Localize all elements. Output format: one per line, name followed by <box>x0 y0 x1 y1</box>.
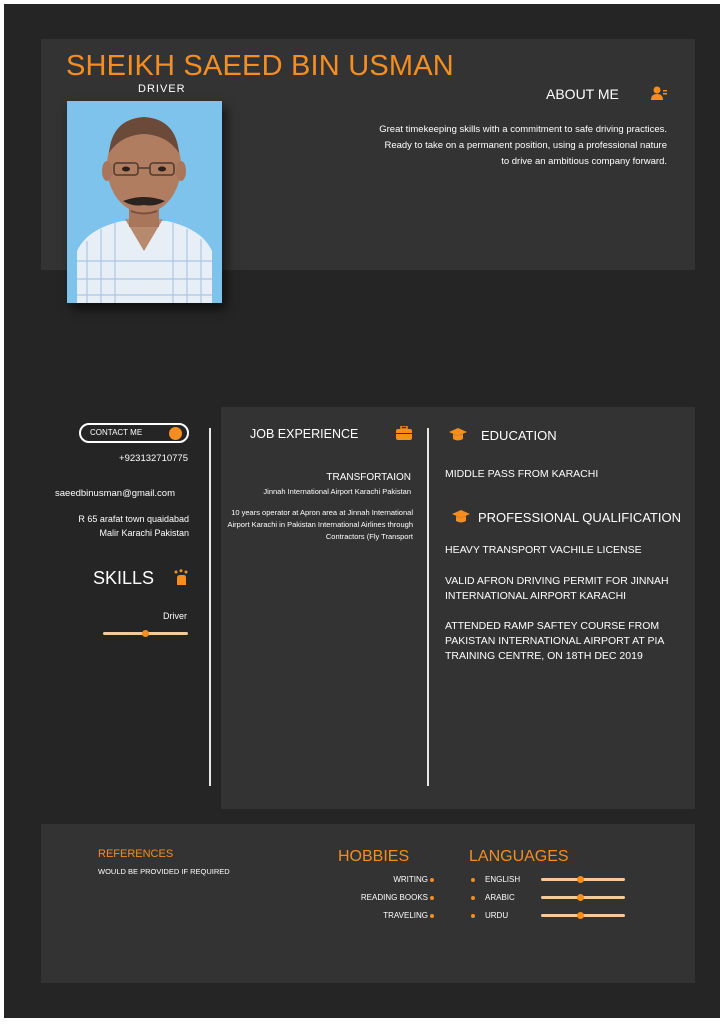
portrait-image <box>67 101 222 303</box>
language-item: ARABIC <box>485 893 515 902</box>
address-line-1: R 65 arafat town quaidabad <box>78 514 189 524</box>
skills-heading: SKILLS <box>93 568 155 588</box>
graduation-cap-icon <box>449 428 467 447</box>
hobby-bullet <box>430 878 434 882</box>
language-level-marker <box>577 894 584 901</box>
phone-number: +923132710775 <box>119 453 188 464</box>
qualification-item: HEAVY TRANSPORT VACHILE LICENSE <box>445 544 642 556</box>
about-text: Great timekeeping skills with a commitment to safe driving practices. Ready to take on a permanent position, using a professional nature to drive an ambitious company forward. <box>379 124 667 167</box>
education-text: MIDDLE PASS FROM KARACHI <box>445 468 599 480</box>
email-address: saeedbinusman@gmail.com <box>55 488 176 499</box>
divider-middle <box>427 428 429 786</box>
user-icon <box>651 86 667 105</box>
job-experience-heading: JOB EXPERIENCE <box>250 427 359 441</box>
qualification-heading: PROFESSIONAL QUALIFICATION <box>478 510 681 525</box>
profile-photo <box>67 101 222 303</box>
language-item: URDU <box>485 911 509 920</box>
hobby-item: READING BOOKS <box>360 893 428 902</box>
references-text: WOULD BE PROVIDED IF REQUIRED <box>98 867 230 876</box>
skill-label: Driver <box>163 611 187 621</box>
contact-me-badge <box>79 423 189 443</box>
hobby-item: TRAVELING <box>383 911 428 920</box>
about-heading: ABOUT ME <box>546 86 619 102</box>
education-heading: EDUCATION <box>481 428 557 443</box>
language-bullet <box>471 914 475 918</box>
language-bullet <box>471 878 475 882</box>
language-bullet <box>471 896 475 900</box>
hobby-bullet <box>430 896 434 900</box>
job-company: Jinnah International Airport Karachi Pakistan <box>263 487 411 496</box>
hobbies-heading: HOBBIES <box>338 848 410 865</box>
briefcase-icon <box>396 426 412 445</box>
language-level-marker <box>577 912 584 919</box>
language-item: ENGLISH <box>485 875 521 884</box>
job-description: 10 years operator at Apron area at Jinnah International Airport Karachi in Pakistan International Airlines through Contractors (Fly Transport <box>227 508 413 541</box>
references-heading: REFERENCES <box>98 848 174 860</box>
postal-address <box>55 512 189 540</box>
languages-heading: LANGUAGES <box>469 848 569 865</box>
language-level-marker <box>577 876 584 883</box>
qualification-item: VALID AFRON DRIVING PERMIT FOR JINNAH INTERNATIONAL AIRPORT KARACHI <box>445 575 669 602</box>
divider-left <box>209 428 211 786</box>
qualification-item: ATTENDED RAMP SAFTEY COURSE FROM PAKISTAN INTERNATIONAL AIRPORT AT PIA TRAINING CENTRE, ON 18TH DEC 2019 <box>445 620 664 662</box>
clock-icon <box>169 427 182 440</box>
hand-icon <box>173 569 189 590</box>
graduation-cap-icon <box>452 510 470 529</box>
candidate-name: SHEIKH SAEED BIN USMAN <box>66 50 454 82</box>
job-title: TRANSFORTAION <box>326 472 411 483</box>
skill-level-marker <box>142 630 149 637</box>
contact-label: CONTACT ME <box>90 428 143 437</box>
address-line-2: Malir Karachi Pakistan <box>99 528 189 538</box>
hobby-bullet <box>430 914 434 918</box>
hobby-item: WRITING <box>393 875 428 884</box>
candidate-title: DRIVER <box>138 83 186 95</box>
